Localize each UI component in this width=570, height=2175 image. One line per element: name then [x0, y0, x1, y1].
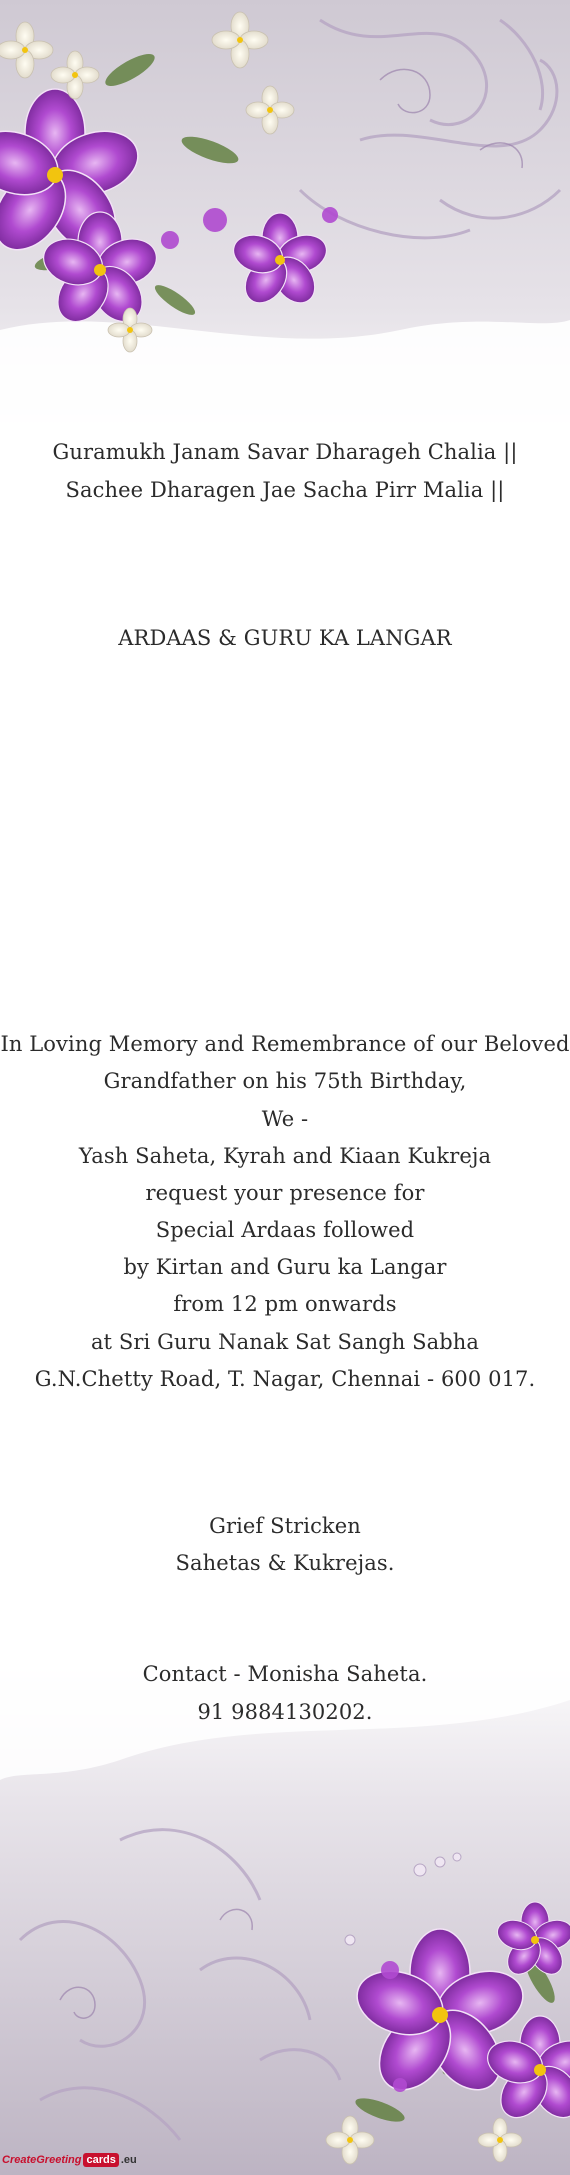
body-line-5: request your presence for: [145, 1181, 425, 1205]
signoff-line-2: Sahetas & Kukrejas.: [175, 1551, 395, 1575]
body-line-2: Grandfather on his 75th Birthday,: [103, 1069, 467, 1093]
body-line-7: by Kirtan and Guru ka Langar: [123, 1255, 447, 1279]
body-line-1: In Loving Memory and Remembrance of our Beloved: [0, 1032, 570, 1056]
body-line-4: Yash Saheta, Kyrah and Kiaan Kukreja: [78, 1144, 492, 1168]
watermark-text: CreateGreeting: [2, 2154, 82, 2166]
signoff-line-1: Grief Stricken: [209, 1514, 361, 1538]
contact-name: Contact - Monisha Saheta.: [142, 1662, 428, 1686]
body-line-8: from 12 pm onwards: [173, 1292, 397, 1316]
site-watermark[interactable]: [2, 2148, 137, 2172]
heading: ARDAAS & GURU KA LANGAR: [118, 626, 452, 650]
floral-header-art: [0, 0, 570, 470]
body-line-10: G.N.Chetty Road, T. Nagar, Chennai - 600 017.: [34, 1367, 536, 1391]
watermark-badge: cards: [83, 2153, 118, 2167]
body-line-6: Special Ardaas followed: [155, 1218, 415, 1242]
watermark-suffix: .eu: [120, 2154, 137, 2166]
verse-line-1: Guramukh Janam Savar Dharageh Chalia ||: [52, 440, 518, 464]
contact-phone: 91 9884130202.: [197, 1700, 373, 1724]
body-line-3: We -: [261, 1107, 309, 1131]
verse-line-2: Sachee Dharagen Jae Sacha Pirr Malia ||: [65, 478, 505, 502]
body-line-9: at Sri Guru Nanak Sat Sangh Sabha: [90, 1330, 480, 1354]
